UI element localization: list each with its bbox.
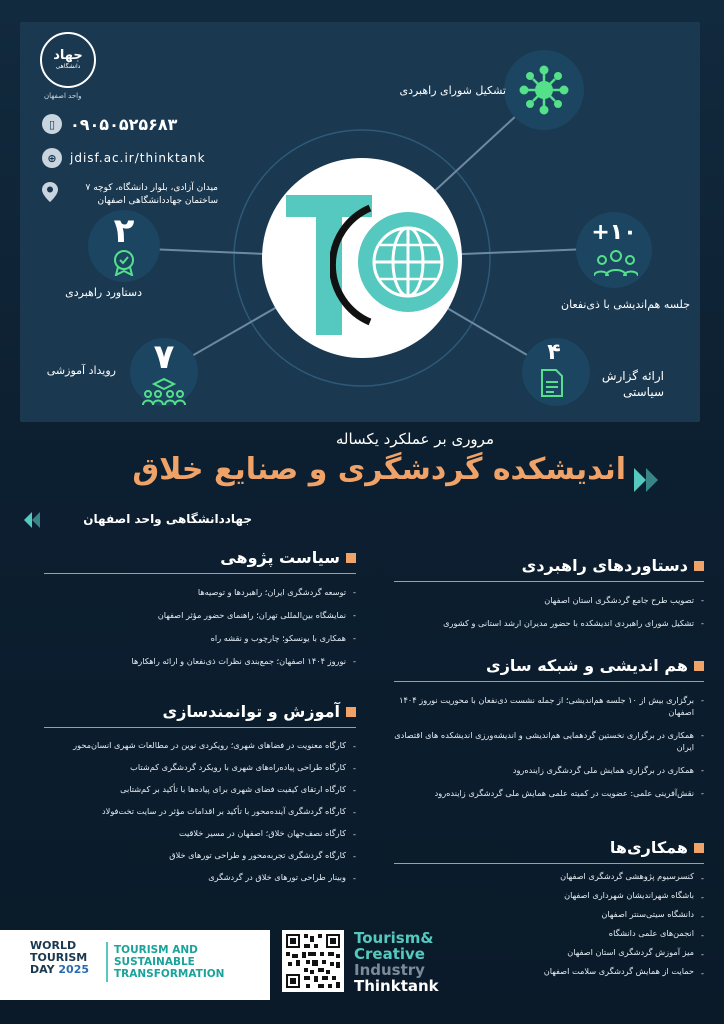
theme-line-2: SUSTAINABLE: [114, 956, 195, 968]
location-pin-icon: [42, 182, 58, 202]
list-item: - نمایشگاه بین‌المللی تهران؛ راهنمای حضور مؤثر اصفهان: [44, 603, 356, 626]
partners-list: [394, 866, 704, 980]
bullet-square-icon: [346, 553, 356, 563]
brand-line-3: Industry: [354, 961, 425, 979]
training-number: ۷: [153, 337, 175, 377]
logo-sub: دانشگاهی: [55, 63, 81, 70]
logo-caption: واحد اصفهان: [44, 92, 82, 100]
address-line-1: میدان آزادی، بلوار دانشگاه، کوچه ۷: [85, 183, 218, 193]
list-item: - حمایت از همایش گردشگری سلامت اصفهان: [394, 961, 704, 980]
wtd-line-1: WORLD: [30, 939, 77, 952]
strategic-number: ۲: [113, 211, 135, 251]
thinktank-wordmark: [354, 930, 439, 994]
meetings-label: جلسه هم‌اندیشی با ذی‌نفعان: [561, 298, 690, 311]
qr-code-icon[interactable]: [282, 930, 344, 992]
reports-label-line-1: ارائه گزارش: [601, 369, 664, 383]
divider: [394, 681, 704, 682]
strategic-list: [394, 588, 704, 634]
list-item: - همکاری با یونسکو؛ چارچوب و نقشه راه: [44, 626, 356, 649]
section-training: [44, 702, 356, 888]
phone-number: ۰۹۰۵۰۵۲۵۶۸۳: [70, 114, 178, 134]
list-item: - کارگاه معنویت در فضاهای شهری؛ رویکردی نوین در مطالعات شهری انسان‌محور: [44, 734, 356, 756]
bullet-square-icon: [694, 561, 704, 571]
divider: [394, 863, 704, 864]
section-heading: [44, 548, 356, 567]
brand-line-1: Tourism&: [354, 929, 434, 947]
list-item: - تصویب طرح جامع گردشگری استان اصفهان: [394, 588, 704, 611]
list-item: - انجمن‌های علمی دانشگاه: [394, 923, 704, 942]
list-item: - توسعه گردشگری ایران؛ راهبردها و توصیه‌ها: [44, 580, 356, 603]
list-item: - کارگاه ارتقای کیفیت فضای شهری برای پیاده‌ها با تأکید بر کم‌شتابی: [44, 778, 356, 800]
section-heading: [394, 656, 704, 675]
logo-word: جهاد: [53, 48, 83, 63]
theme-text: [114, 944, 224, 980]
list-item: - وبینار طراحی تورهای خلاق در گردشگری: [44, 866, 356, 888]
council-network-icon: [518, 64, 570, 116]
section-partners: [394, 838, 704, 980]
org-chevron-icon: [22, 512, 42, 528]
wtd-year: 2025: [58, 963, 90, 976]
meetings-number: +۱۰: [591, 220, 637, 245]
theme-line-3: TRANSFORMATION: [114, 968, 225, 980]
strategic-label: دستاورد راهبردی: [65, 286, 142, 299]
section-title: آموزش و توانمندسازی: [162, 702, 340, 721]
list-item: - تشکیل شورای راهبردی اندیشکده با حضور مدیران ارشد استانی و کشوری: [394, 611, 704, 634]
website-url: jdisf.ac.ir/thinktank: [70, 151, 206, 165]
training-list: [44, 734, 356, 888]
section-heading: [394, 838, 704, 857]
divider: [44, 727, 356, 728]
list-item: - دانشگاه سیتی‌سنتر اصفهان: [394, 904, 704, 923]
organization-name: جهاددانشگاهی واحد اصفهان: [83, 512, 252, 526]
list-item: - نقش‌آفرینی علمی: عضویت در کمیته علمی همایش ملی گردشگری زاینده‌رود: [394, 781, 704, 804]
section-heading: [394, 556, 704, 575]
section-title: همکاری‌ها: [609, 838, 688, 857]
divider: [394, 581, 704, 582]
address-line-2: ساختمان جهاددانشگاهی اصفهان: [97, 196, 218, 206]
emblem-globe-icon: [330, 190, 460, 340]
brand-line-4: Thinktank: [354, 977, 439, 995]
jahad-logo: [40, 32, 96, 88]
bullet-square-icon: [694, 843, 704, 853]
list-item: - برگزاری بیش از ۱۰ جلسه هم‌اندیشی؛ از جمله نشست ذی‌نفعان با محوریت نوروز ۱۴۰۴ اصفهان: [394, 688, 704, 723]
subtitle: مروری بر عملکرد یکساله: [335, 430, 494, 448]
brand-line-2: Creative: [354, 945, 425, 963]
list-item: - باشگاه شهراندیشان شهرداری اصفهان: [394, 885, 704, 904]
list-item: - کارگاه نصف‌جهان خلاق؛ اصفهان در مسیر خلاقیت: [44, 822, 356, 844]
list-item: - همکاری در برگزاری نخستین گردهمایی هم‌اندیشی و اندیشه‌ورزی اندیشکده های اقتصادی ایران: [394, 723, 704, 758]
contact-phone[interactable]: [42, 114, 177, 134]
section-networking: [394, 656, 704, 804]
list-item: - کنسرسیوم پژوهشی گردشگری اصفهان: [394, 866, 704, 885]
section-policy: [44, 548, 356, 672]
section-title: سیاست پژوهی: [220, 548, 340, 567]
people-group-icon: [594, 248, 638, 278]
list-item: - کارگاه گردشگری تجربه‌محور و طراحی تورهای خلاق: [44, 844, 356, 866]
section-title: دستاوردهای راهبردی: [521, 556, 688, 575]
section-title: هم اندیشی و شبکه سازی: [486, 656, 688, 675]
section-heading: [44, 702, 356, 721]
divider: [44, 573, 356, 574]
wtd-line-3: [30, 964, 89, 976]
globe-icon: ⊕: [42, 148, 62, 168]
list-item: - همکاری در برگزاری همایش ملی گردشگری زاینده‌رود: [394, 758, 704, 781]
address: [68, 182, 218, 208]
council-label: تشکیل شورای راهبردی: [399, 84, 506, 97]
title-chevron-icon: [632, 466, 662, 494]
graduation-group-icon: [140, 378, 188, 406]
contact-website[interactable]: [42, 148, 206, 168]
list-item: - نوروز ۱۴۰۴ اصفهان؛ جمع‌بندی نظرات ذی‌نفعان و ارائه راهکارها: [44, 649, 356, 672]
footer-divider: [106, 942, 108, 982]
networking-list: [394, 688, 704, 804]
theme-line-1: TOURISM AND: [114, 944, 198, 956]
world-tourism-day-logo: [30, 940, 89, 976]
section-strategic-achievements: [394, 556, 704, 634]
award-badge-icon: [110, 248, 138, 276]
document-icon: [540, 368, 564, 398]
wtd-line-2: TOURISM: [30, 951, 88, 964]
training-label: رویداد آموزشی: [46, 364, 116, 377]
phone-icon: ▯: [42, 114, 62, 134]
reports-label-line-2: سیاستی: [622, 385, 664, 399]
list-item: - کارگاه گردشگری آینده‌محور با تأکید بر اقدامات مؤثر در سایت تخت‌فولاد: [44, 800, 356, 822]
reports-number: ۴: [547, 340, 561, 365]
bullet-square-icon: [346, 707, 356, 717]
page-title: اندیشکده گردشگری و صنایع خلاق: [132, 452, 626, 487]
list-item: - کارگاه طراحی پیاده‌راه‌های شهری با رویکرد گردشگری کم‌شتاب: [44, 756, 356, 778]
bullet-square-icon: [694, 661, 704, 671]
list-item: - میز آموزش گردشگری استان اصفهان: [394, 942, 704, 961]
wtd-day: DAY: [30, 963, 55, 976]
reports-label: [602, 368, 664, 400]
policy-list: [44, 580, 356, 672]
